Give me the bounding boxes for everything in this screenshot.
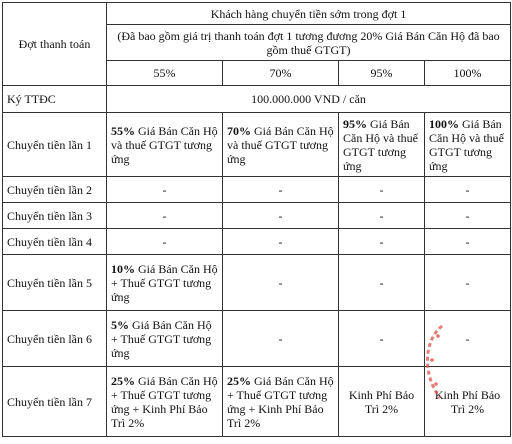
deposit-value: 100.000.000 VND / căn (107, 86, 511, 113)
row-cell: - (223, 177, 339, 203)
row-cell: - (339, 311, 425, 367)
row-cell (107, 367, 223, 437)
cell-text: Giá Bán Căn Hộ và thuế GTGT tương ứng (343, 116, 418, 173)
row-cell: - (223, 203, 339, 229)
row-cell: - (107, 177, 223, 203)
cell-text: Giá Bán Căn Hộ + Thuế GTGT tương ứng (111, 317, 212, 360)
row-cell: - (425, 255, 511, 311)
header-title-row (3, 3, 511, 25)
cell-text: Giá Bán Căn Hộ và thuế GTGT tương ứng (429, 116, 504, 173)
row-cell (107, 311, 223, 367)
cell-text: Giá Bán Căn Hộ + Thuế GTGT tương ứng (111, 261, 218, 304)
row-cell: - (425, 229, 511, 255)
row-cell: Kinh Phí Bảo Trì 2% (339, 367, 425, 437)
percent-col-header: 70% (223, 61, 339, 86)
table-row (3, 229, 511, 255)
cell-text: Giá Bán Căn Hộ và thuế GTGT tương ứng (111, 123, 218, 166)
row-label: Chuyển tiền lần 1 (3, 113, 107, 177)
row-label: Chuyển tiền lần 4 (3, 229, 107, 255)
row-cell: Kinh Phí Bảo Trì 2% (425, 367, 511, 437)
row-cell: - (223, 255, 339, 311)
row-label: Chuyển tiền lần 2 (3, 177, 107, 203)
table-row (3, 113, 511, 177)
row-cell (339, 113, 425, 177)
table-title: Khách hàng chuyển tiền sớm trong đợt 1 (107, 3, 511, 25)
cell-percent: 5% (111, 317, 129, 332)
row-label: Chuyển tiền lần 7 (3, 367, 107, 437)
cell-text: Giá Bán Căn Hộ + Thuế GTGT tương ứng + Kinh Phí Bảo Trì 2% (111, 373, 218, 430)
deposit-row (3, 86, 511, 113)
row-cell: - (425, 311, 511, 367)
row-cell: - (223, 311, 339, 367)
row-label: Chuyển tiền lần 6 (3, 311, 107, 367)
row-cell: - (223, 229, 339, 255)
cell-percent: 70% (227, 123, 251, 138)
table-row (3, 255, 511, 311)
row-cell: - (339, 177, 425, 203)
cell-percent: 25% (111, 373, 135, 388)
table-subtitle: (Đã bao gồm giá trị thanh toán đợt 1 tương đương 20% Giá Bán Căn Hộ đã bao gồm thuế GTGT) (107, 25, 511, 61)
table-row (3, 311, 511, 367)
row-cell (425, 113, 511, 177)
row-cell: - (425, 203, 511, 229)
table-row (3, 367, 511, 437)
percent-col-header: 95% (339, 61, 425, 86)
row-cell: - (339, 229, 425, 255)
row-cell: - (107, 229, 223, 255)
row-label: Chuyển tiền lần 3 (3, 203, 107, 229)
row-cell: - (107, 203, 223, 229)
row-cell (107, 255, 223, 311)
deposit-label: Ký TTĐC (3, 86, 107, 113)
cell-percent: 100% (429, 116, 459, 131)
row-cell: - (339, 203, 425, 229)
row-cell (223, 113, 339, 177)
percent-col-header: 100% (425, 61, 511, 86)
cell-percent: 10% (111, 261, 135, 276)
row-cell: - (425, 177, 511, 203)
cell-text: Giá Bán Căn Hộ + Thuế GTGT tương ứng + Kinh Phí Bảo Trì 2% (227, 373, 334, 430)
row-cell: - (339, 255, 425, 311)
table-row (3, 203, 511, 229)
cell-percent: 95% (343, 116, 367, 131)
cell-text: Giá Bán Căn Hộ và thuế GTGT tương ứng (227, 123, 334, 166)
cell-percent: 55% (111, 123, 135, 138)
table-row (3, 177, 511, 203)
row-cell (223, 367, 339, 437)
row-label: Chuyển tiền lần 5 (3, 255, 107, 311)
percent-col-header: 55% (107, 61, 223, 86)
period-header: Đợt thanh toán (3, 3, 107, 86)
payment-schedule-table (2, 2, 511, 437)
row-cell (107, 113, 223, 177)
cell-percent: 25% (227, 373, 251, 388)
